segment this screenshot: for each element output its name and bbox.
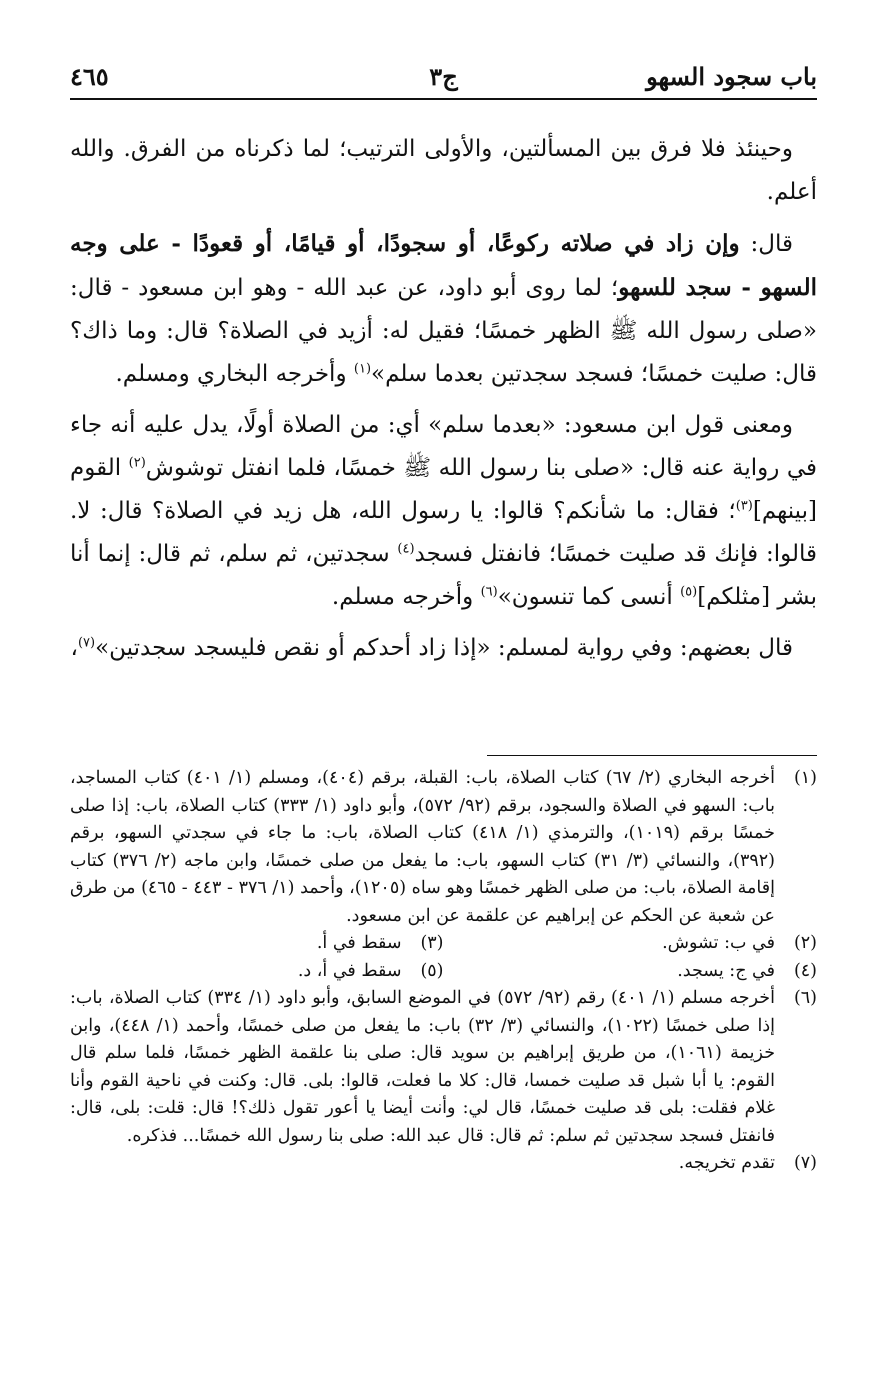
- footnote-ref-3: (٣): [735, 498, 753, 514]
- paragraph-2-prefix: قال:: [739, 231, 793, 257]
- footnote-ref-4: (٤): [397, 541, 415, 557]
- paragraph-2-text: ؛ لما روى أبو داود، عن عبد الله - وهو ابن مسعود - قال: «صلى رسول الله ﷺ الظهر خمسًا؛ فقيل له: أزيد في الصلاة؟ قال: وما ذاك؟ قال: صليت خمسًا؛ فسجد سجدتين بعدما سلم»: [70, 275, 817, 387]
- footnote-number: (١): [793, 768, 817, 788]
- footnote-ref-1: (١): [353, 361, 372, 377]
- footnote-separator: [487, 755, 817, 756]
- footnote-text: سقط في أ، د.: [297, 960, 402, 981]
- paragraph-2-end: وأخرجه البخاري ومسلم.: [115, 361, 354, 387]
- footnote-ref-7: (٧): [77, 635, 96, 651]
- footnote-3: [70, 930, 444, 958]
- footnote-7: [70, 1150, 817, 1178]
- footnote-4: [444, 958, 818, 986]
- footnote-row-4-5: [70, 958, 817, 986]
- paragraph-4-text: قال بعضهم: وفي رواية لمسلم: «إذا زاد أحدكم أو نقص فليسجد سجدتين»: [95, 635, 793, 661]
- matn-bold-text: وإن زاد في صلاته ركوعًا، أو سجودًا، أو قيامًا، أو قعودًا - على وجه السهو - سجد للسهو: [70, 230, 817, 301]
- paragraph-3-b: القوم [بينهم]: [70, 455, 817, 524]
- paragraph-3-a: ومعنى قول ابن مسعود: «بعدما سلم» أي: من الصلاة أولًا، يدل عليه أنه جاء في رواية عنه قال: «صلى بنا رسول الله ﷺ خمسًا، فلما انفتل توشوش: [70, 412, 818, 481]
- footnote-text: أخرجه مسلم (١/ ٤٠١) رقم (٩٢/ ٥٧٢) في الموضع السابق، وأبو داود (١/ ٣٣٤) كتاب الصلاة، باب: إذا صلى خمسًا (١٠٢٢)، والنسائي (٣/ ٣٢) باب: ما يفعل من صلى خمسًا، وأحمد (١/ ٤٤٨)، وابن خزيمة (١٠٦١)، من طريق إبراهيم بن سويد قال: صلى بنا علقمة الظهر خمسًا، فلما سلم قال القوم: يا أبا شبل قد صليت خمسا، قال: كلا ما فعلت، قالوا: بلى. قال: وكنت في ناحية القوم وأنا غلام فقلت: بلى قد صليت خمسًا، قال لي: وأنت أيضا يا أعور تقول ذلك؟! قال: قلت: بلى، قال: فانفتل فسجد سجدتين ثم سلم: ثم قال: قال عبد الله: صلى بنا رسول الله خمسًا... فذكره.: [70, 988, 776, 1146]
- footnote-text: أخرجه البخاري (٢/ ٦٧) كتاب الصلاة، باب: القبلة، برقم (٤٠٤)، ومسلم (١/ ٤٠١) كتاب المساجد، باب: السهو في الصلاة والسجود، برقم (٩٢/ ٥٧٢)، وأبو داود (١/ ٣٣٣) كتاب الصلاة، باب: إذا صلى خمسًا برقم (١٠١٩)، والترمذي (١/ ٤١٨) كتاب الصلاة، باب: ما جاء في سجدتي السهو، برقم (٣٩٢)، والنسائي (٣/ ٣١) كتاب السهو، باب: ما يفعل من صلى خمسًا، وابن ماجه (٢/ ٣٧٦) كتاب إقامة الصلاة، باب: من صلى الظهر خمسًا وهو ساه (١٢٠٥)، وأحمد (١/ ٣٧٦ - ٤٤٣ - ٤٦٥) من طرق عن شعبة عن الحكم عن إبراهيم عن علقمة عن ابن مسعود.: [70, 768, 776, 926]
- footnote-ref-6: (٦): [480, 584, 498, 600]
- footnote-1: [70, 765, 817, 930]
- footnote-number: (٢): [793, 933, 817, 953]
- footnote-text: في ب: تشوش.: [662, 933, 775, 953]
- paragraph-2: [70, 222, 817, 396]
- paragraph-3-f: وأخرجه مسلم.: [331, 584, 481, 610]
- paragraph-3: [70, 404, 817, 619]
- footnote-6: [70, 985, 817, 1150]
- footnote-ref-2: (٢): [128, 455, 146, 471]
- footnote-number: (٦): [793, 988, 817, 1008]
- footnote-number: (٥): [420, 960, 444, 981]
- footnote-5: [70, 958, 444, 986]
- paragraph-3-d: سجدتين، ثم سلم، ثم قال: إنما أنا بشر [مثلكم]: [70, 541, 817, 610]
- footnote-row-2-3: [70, 930, 817, 958]
- footnote-number: (٤): [793, 960, 817, 981]
- footnote-text: تقدم تخريجه.: [678, 1153, 775, 1173]
- paragraph-3-c: ؛ فقال: ما شأنكم؟ قالوا: يا رسول الله، هل زيد في الصلاة؟ قال: لا. قالوا: فإنك قد صليت خمسًا؛ فانفتل فسجد: [70, 498, 817, 567]
- paragraph-4: [70, 627, 817, 670]
- paragraph-1: وحينئذ فلا فرق بين المسألتين، والأولى الترتيب؛ لما ذكرناه من الفرق. والله أعلم.: [70, 136, 817, 205]
- paragraph-4-end: ،: [70, 635, 78, 661]
- footnote-number: (٣): [420, 933, 444, 953]
- volume-label: ج٣: [429, 62, 458, 91]
- footnote-text: سقط في أ.: [316, 933, 402, 953]
- footnote-text: في ج: يسجد.: [677, 960, 775, 981]
- page-number: ٤٦٥: [70, 62, 109, 91]
- footnote-ref-5: (٥): [680, 584, 698, 600]
- chapter-title: باب سجود السهو: [646, 62, 817, 91]
- footnote-2: [444, 930, 818, 958]
- footnotes: [70, 765, 817, 1178]
- main-text: [70, 128, 817, 678]
- running-header: [70, 58, 817, 100]
- footnote-number: (٧): [793, 1153, 817, 1173]
- paragraph-3-e: أنسى كما تنسون»: [497, 584, 681, 610]
